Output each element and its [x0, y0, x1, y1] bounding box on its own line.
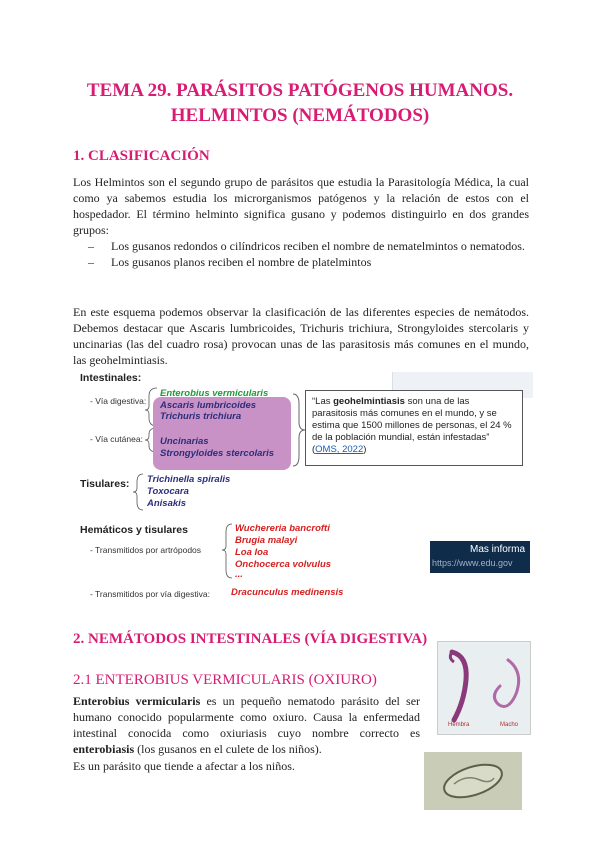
enterobius-children-line: Es un parásito que tiende a afectar a los niños.	[73, 759, 295, 773]
artropodos-bracket	[222, 522, 234, 580]
bullet-marker: –	[88, 255, 94, 269]
scheme-paragraph: En este esquema podemos observar la clasificación de las diferentes especies de nemátodos. Debemos destacar que Ascaris lumbricoides, Trichuris trichiura, Strongyloides stercolaris y uncinarias (las del cuadro rosa) provocan unas de las parasitosis más comunes en el mundo, las geohelmintiasis.	[73, 305, 529, 367]
species-ellipsis: ...	[235, 569, 243, 580]
enterobius-text-end: (los gusanos en el culete de los niños).	[134, 742, 322, 756]
bullet-text: Los gusanos planos reciben el nombre de platelmintos	[111, 255, 372, 269]
species-ascaris: Ascaris lumbricoides	[160, 400, 257, 411]
species-enterobius: Enterobius vermicularis	[160, 388, 269, 399]
species-strongyloides: Strongyloides stercolaris	[160, 448, 275, 459]
section-1-heading: 1. CLASIFICACIÓN	[73, 148, 210, 164]
bullet-item	[73, 254, 529, 270]
enterobius-paragraph	[73, 693, 420, 757]
intestinales-label: Intestinales:	[80, 372, 142, 384]
enterobius-text: es un pequeño nematodo parásito del ser humano conocido popularmente como oxiuro. Causa la enfermedad intestinal conocida como oxiuriasis cuyo nombre correcto es	[73, 694, 421, 740]
species-loa: Loa loa	[235, 547, 269, 558]
via-digestiva-transmission-label: - Transmitidos por vía digestiva:	[90, 589, 210, 599]
title-line-2: HELMINTOS (NEMÁTODOS)	[170, 105, 430, 126]
via-cutanea-label: - Vía cutánea:	[90, 434, 143, 444]
species-wuchereria: Wuchereria bancrofti	[235, 523, 330, 534]
via-digestiva-label: - Vía digestiva:	[90, 396, 147, 406]
hematicos-label: Hemáticos y tisulares	[80, 524, 188, 536]
oms-link[interactable]: OMS, 2022	[315, 444, 364, 455]
quote-text-start: “Las	[312, 396, 334, 407]
bullet-list	[73, 238, 529, 270]
tisulares-bracket	[133, 472, 145, 512]
species-trichinella: Trichinella spiralis	[147, 474, 231, 485]
bracket-line	[222, 524, 232, 578]
bullet-text: Los gusanos redondos o cilíndricos reciben el nombre de nematelmintos o nematodos.	[111, 239, 525, 253]
male-worm-shape	[494, 660, 518, 706]
species-brugia: Brugia malayi	[235, 535, 298, 546]
bracket-line	[293, 394, 305, 466]
pinworm-egg-photo	[424, 752, 522, 810]
female-worm-shape	[452, 652, 466, 720]
pinworm-illustration	[438, 642, 530, 734]
species-uncinarias: Uncinarias	[160, 436, 209, 447]
tisulares-label: Tisulares:	[80, 478, 130, 490]
bracket-line	[133, 474, 143, 510]
title-line-1: TEMA 29. PARÁSITOS PATÓGENOS HUMANOS.	[86, 80, 514, 101]
quote-text-body: son una de las parasitosis más comunes en el mundo, y se estima que 1500 millones de personas, el 24 % de la población mundial, están infestadas” (	[312, 396, 512, 455]
species-anisakis: Anisakis	[147, 498, 187, 509]
artropodos-label: - Transmitidos por artrópodos	[90, 545, 202, 555]
intro-paragraph: Los Helmintos son el segundo grupo de parásitos que estudia la Parasitología Médica, la cual como ya sabemos estudia los microrganismos patógenos y la relación de estos con el hospedador. El término helminto significa gusano y podemos distinguirlo en dos grandes grupos:	[73, 175, 529, 237]
bullet-marker: –	[88, 239, 94, 253]
more-info-banner[interactable]	[430, 541, 530, 573]
male-label: Macho	[500, 722, 519, 728]
bullet-item	[73, 238, 529, 254]
page-title	[0, 78, 600, 128]
quote-text-close: )	[363, 444, 367, 455]
pinworm-photo	[437, 641, 531, 735]
egg-illustration	[424, 752, 522, 810]
section-2-1-heading: 2.1 ENTEROBIUS VERMICULARIS (OXIURO)	[73, 672, 377, 688]
species-toxocara: Toxocara	[147, 486, 189, 497]
quote-bold-term: geohelmintiasis	[333, 396, 405, 407]
more-info-text: Mas informa	[470, 544, 526, 555]
enterobius-term: Enterobius vermicularis	[73, 694, 201, 708]
female-label: Hembra	[448, 722, 470, 728]
enterobiasis-term: enterobiasis	[73, 742, 135, 756]
more-info-url[interactable]: https://www.edu.gov	[432, 558, 513, 568]
egg-shell	[440, 758, 506, 803]
species-dracunculus: Dracunculus medinensis	[231, 587, 344, 598]
who-quote-box	[305, 390, 523, 466]
section-2-heading: 2. NEMÁTODOS INTESTINALES (VÍA DIGESTIVA)	[73, 631, 428, 647]
species-trichuris: Trichuris trichiura	[160, 411, 242, 422]
species-onchocerca: Onchocerca volvulus	[235, 559, 332, 570]
